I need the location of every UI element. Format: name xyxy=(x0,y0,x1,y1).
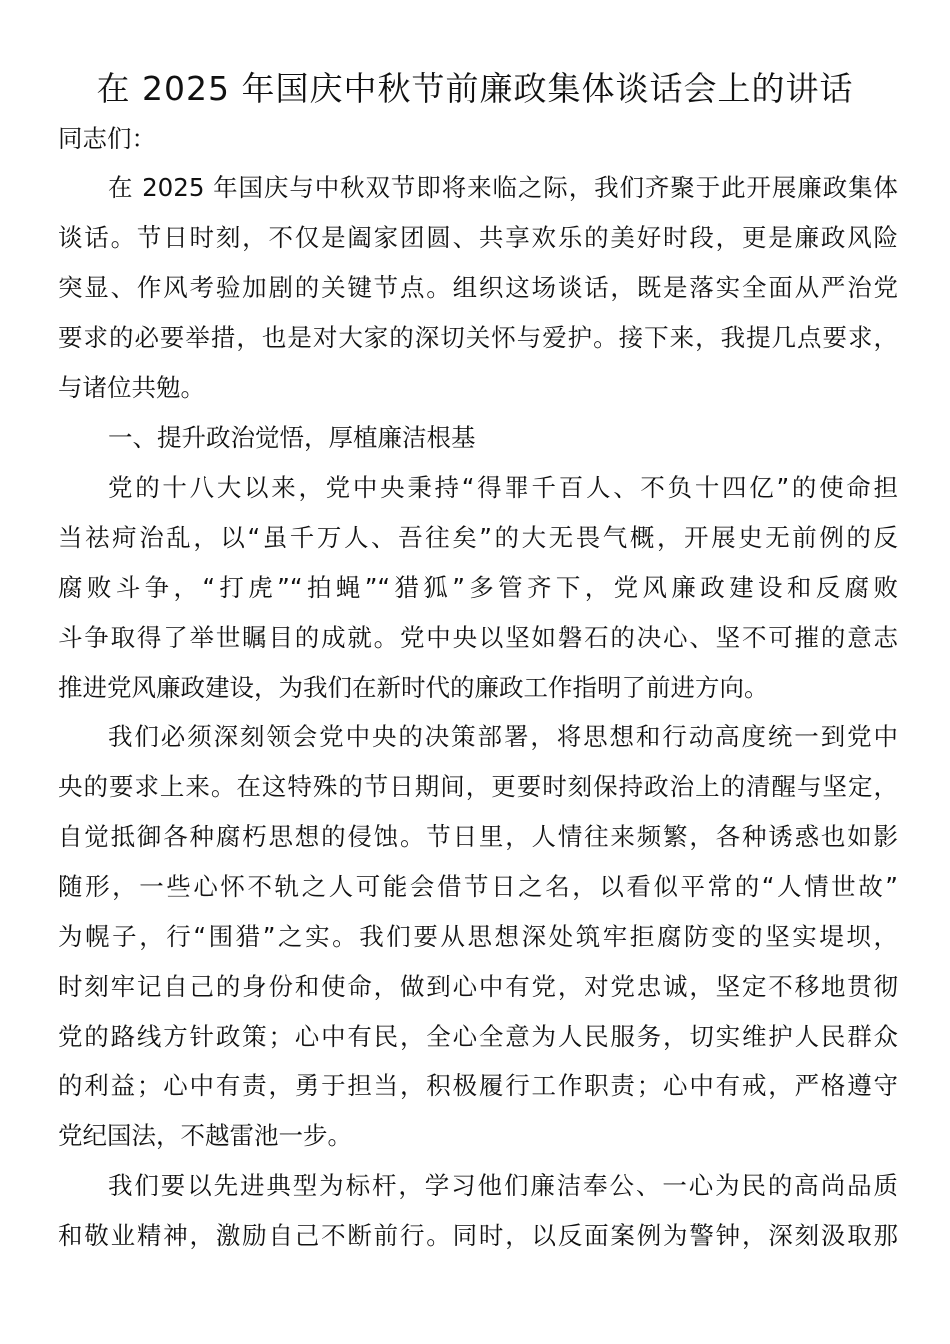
paragraph-line: 自觉抵御各种腐朽思想的侵蚀。节日里，人情往来频繁，各种诱惑也如影 xyxy=(58,822,898,851)
paragraph-line: 党的路线方针政策；心中有民，全心全意为人民服务，切实维护人民群众 xyxy=(58,1022,898,1051)
paragraph-line: 推进党风廉政建设，为我们在新时代的廉政工作指明了前进方向。 xyxy=(58,673,769,702)
paragraph-line: 时刻牢记自己的身份和使命，做到心中有党，对党忠诚，坚定不移地贯彻 xyxy=(58,972,898,1001)
paragraph-line: 谈话。节日时刻，不仅是阖家团圆、共享欢乐的美好时段，更是廉政风险 xyxy=(58,223,898,252)
paragraph-line: 央的要求上来。在这特殊的节日期间，更要时刻保持政治上的清醒与坚定， xyxy=(58,772,898,801)
paragraph-line: 与诸位共勉。 xyxy=(58,373,205,402)
paragraph-line: 我们必须深刻领会党中央的决策部署，将思想和行动高度统一到党中 xyxy=(108,722,898,751)
paragraph-line: 要求的必要举措，也是对大家的深切关怀与爱护。接下来，我提几点要求， xyxy=(58,323,898,352)
paragraph-line: 随形，一些心怀不轨之人可能会借节日之名，以看似平常的“人情世故” xyxy=(58,872,898,901)
salutation: 同志们： xyxy=(58,124,156,153)
paragraph-line: 为幌子，行“围猎”之实。我们要从思想深处筑牢拒腐防变的坚实堤坝， xyxy=(58,922,898,951)
paragraph-line: 斗争取得了举世瞩目的成就。党中央以坚如磐石的决心、坚不可摧的意志 xyxy=(58,623,898,652)
paragraph-line: 党的十八大以来，党中央秉持“得罪千百人、不负十四亿”的使命担 xyxy=(108,473,898,502)
paragraph-line: 腐败斗争，“打虎”“拍蝇”“猎狐”多管齐下，党风廉政建设和反腐败 xyxy=(58,573,898,602)
paragraph-line: 当祛疴治乱，以“虽千万人、吾往矣”的大无畏气概，开展史无前例的反 xyxy=(58,523,898,552)
paragraph-line: 的利益；心中有责，勇于担当，积极履行工作职责；心中有戒，严格遵守 xyxy=(58,1071,898,1100)
paragraph-line: 党纪国法，不越雷池一步。 xyxy=(58,1121,352,1150)
paragraph-line: 和敬业精神，激励自己不断前行。同时，以反面案例为警钟，深刻汲取那 xyxy=(58,1221,898,1250)
paragraph-line: 我们要以先进典型为标杆，学习他们廉洁奉公、一心为民的高尚品质 xyxy=(108,1171,898,1200)
section-heading: 一、提升政治觉悟，厚植廉洁根基 xyxy=(108,423,476,452)
paragraph-line: 突显、作风考验加剧的关键节点。组织这场谈话，既是落实全面从严治党 xyxy=(58,273,898,302)
paragraph-line: 在 2025 年国庆与中秋双节即将来临之际，我们齐聚于此开展廉政集体 xyxy=(108,173,898,202)
page-title: 在 2025 年国庆中秋节前廉政集体谈话会上的讲话 xyxy=(96,69,854,108)
